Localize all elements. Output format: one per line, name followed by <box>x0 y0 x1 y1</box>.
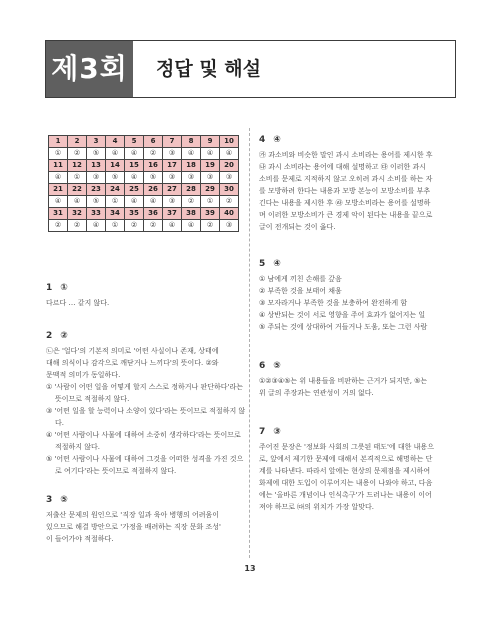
answer-cell: ① <box>49 148 68 160</box>
question-number-cell: 34 <box>106 208 125 220</box>
question-answer: ④ <box>273 259 281 269</box>
question-number-cell: 23 <box>87 184 106 196</box>
answer-cell: ⑤ <box>87 148 106 160</box>
answer-cell: ② <box>182 196 201 208</box>
question-2 <box>46 330 246 477</box>
question-answer: ⑤ <box>273 361 281 371</box>
explanation-line: 글이 전개되는 것이 옳다. <box>259 223 336 231</box>
choice-note: ③ '어떤 일을 할 능력이나 소양이 있다'라는 뜻이므로 적절하지 않다. <box>46 407 246 427</box>
answer-cell: ③ <box>163 148 182 160</box>
question-number: 4 <box>259 135 266 145</box>
question-answer: ③ <box>273 427 281 437</box>
answer-cell: ③ <box>220 220 239 232</box>
answer-cell: ③ <box>201 172 220 184</box>
answer-cell: ④ <box>220 148 239 160</box>
explanation-line: 문맥적 의미가 동일하다. <box>46 371 121 379</box>
answer-cell: ④ <box>68 196 87 208</box>
choice-note: ① 남에게 끼친 손해를 갚음 <box>259 275 342 283</box>
question-number-cell: 8 <box>182 136 201 148</box>
answer-cell: ⑤ <box>87 196 106 208</box>
choice-note: ③ 모자라거나 부족한 것을 보충하여 완전하게 함 <box>259 299 408 307</box>
question-number-cell: 5 <box>125 136 144 148</box>
answer-table <box>48 135 239 232</box>
page-number: 13 <box>244 564 256 573</box>
question-number-cell: 26 <box>144 184 163 196</box>
answer-number-row <box>49 160 239 172</box>
explanation-line: 위 글의 주장과는 연관성이 거의 없다. <box>259 389 374 397</box>
question-number-cell: 6 <box>144 136 163 148</box>
section-header <box>45 40 456 98</box>
explanation-line: 다르다 … 같지 않다. <box>46 299 110 307</box>
answer-cell: ④ <box>106 148 125 160</box>
question-number: 2 <box>46 331 53 341</box>
answer-cell: ③ <box>163 172 182 184</box>
question-number-cell: 18 <box>182 160 201 172</box>
question-number-cell: 25 <box>125 184 144 196</box>
answer-cell: ③ <box>163 196 182 208</box>
question-7 <box>259 426 459 513</box>
explanation-line: 에는 '올바른 개념이나 인식촉구'가 드러나는 내용이 이어 <box>259 491 432 499</box>
choice-note: ⑤ '어떤 사람이나 사물에 대하여 그것을 어떠한 성격을 가진 것으로 여기다'라는 뜻이므로 적절하지 않다. <box>46 455 244 475</box>
question-number-cell: 11 <box>49 160 68 172</box>
answer-value-row <box>49 196 239 208</box>
answer-cell: ④ <box>49 172 68 184</box>
explanation-line: 긴다는 내용을 제시한 후 ㉱ 모방소비라는 용어를 설명하 <box>259 199 431 207</box>
answer-cell: ① <box>201 196 220 208</box>
question-number-cell: 38 <box>182 208 201 220</box>
question-1 <box>46 282 241 309</box>
explanation-line: 화제에 대한 도입이 이루어지는 내용이 나와야 하고, 다음 <box>259 479 433 487</box>
answer-cell: ② <box>201 220 220 232</box>
choice-note: ④ 상반되는 것이 서로 영향을 주어 효과가 없어지는 일 <box>259 311 426 319</box>
answer-value-row <box>49 148 239 160</box>
answer-cell: ① <box>106 220 125 232</box>
question-number-cell: 21 <box>49 184 68 196</box>
answer-cell: ② <box>68 220 87 232</box>
explanation-line: 계를 나타낸다. 따라서 앞에는 현상의 문제점을 제시하여 <box>259 467 431 475</box>
answer-cell: ② <box>49 220 68 232</box>
explanation-line: 이 들어가야 적절하다. <box>46 535 114 543</box>
question-number-cell: 4 <box>106 136 125 148</box>
answer-cell: ④ <box>144 196 163 208</box>
question-number-cell: 36 <box>144 208 163 220</box>
answer-number-row <box>49 136 239 148</box>
explanation-line: 져야 하므로 ㈐의 위치가 가장 알맞다. <box>259 503 375 511</box>
question-number-cell: 15 <box>125 160 144 172</box>
answer-cell: ① <box>68 172 87 184</box>
question-number-cell: 28 <box>182 184 201 196</box>
answer-cell: ③ <box>87 172 106 184</box>
question-number: 1 <box>46 283 53 293</box>
explanation-line: 저출산 문제의 원인으로 '직장 일과 육아 병행의 어려움이 <box>46 511 220 519</box>
answer-cell: ⑤ <box>144 172 163 184</box>
explanation-line: 며 이러한 모방소비가 큰 경제 악이 된다는 내용을 끝으로 <box>259 211 433 219</box>
question-number-cell: 10 <box>220 136 239 148</box>
explanation-line: 로, 앞에서 제기한 문제에 대해서 본격적으로 해명하는 단 <box>259 455 433 463</box>
question-number-cell: 20 <box>220 160 239 172</box>
question-number: 5 <box>259 259 266 269</box>
answer-number-row <box>49 208 239 220</box>
question-number-cell: 32 <box>68 208 87 220</box>
question-number: 7 <box>259 427 266 437</box>
answer-number-row <box>49 184 239 196</box>
question-number-cell: 1 <box>49 136 68 148</box>
answer-cell: ④ <box>201 148 220 160</box>
explanation-line: 있으므로 해결 방안으로 '가정을 배려하는 직장 문화 조성' <box>46 523 221 531</box>
question-number-cell: 29 <box>201 184 220 196</box>
question-4 <box>259 134 459 233</box>
answer-cell: ④ <box>125 148 144 160</box>
page-title: 정답 및 해설 <box>156 58 261 80</box>
question-number-cell: 16 <box>144 160 163 172</box>
question-number-cell: 30 <box>220 184 239 196</box>
question-number-cell: 7 <box>163 136 182 148</box>
answer-cell: ④ <box>125 172 144 184</box>
explanation-line: 소비를 문제로 지적하지 않고 오히려 과시 소비를 하는 자 <box>259 175 433 183</box>
answer-cell: ④ <box>87 220 106 232</box>
question-number-cell: 19 <box>201 160 220 172</box>
answer-value-row <box>49 172 239 184</box>
question-number-cell: 3 <box>87 136 106 148</box>
answer-cell: ④ <box>163 220 182 232</box>
answer-cell: ④ <box>182 220 201 232</box>
answer-cell: ④ <box>125 196 144 208</box>
question-6 <box>259 360 459 399</box>
answer-cell: ② <box>125 220 144 232</box>
question-number-cell: 22 <box>68 184 87 196</box>
explanation-line: 주어진 문장은 '정보화 사회의 그릇된 태도'에 대한 내용으 <box>259 443 434 451</box>
answer-cell: ④ <box>182 148 201 160</box>
question-number-cell: 35 <box>125 208 144 220</box>
round-tag: 제3회 <box>46 41 133 97</box>
question-5 <box>259 258 459 333</box>
choice-note: ① '사람이 어떤 일을 어떻게 할지 스스로 정하거나 판단하다'라는 뜻이므로 적절하지 않다. <box>46 383 243 403</box>
question-answer: ⑤ <box>60 495 68 505</box>
answer-cell: ② <box>144 148 163 160</box>
question-number-cell: 9 <box>201 136 220 148</box>
question-number-cell: 17 <box>163 160 182 172</box>
choice-note: ⑤ 주되는 것에 상대하여 거들거나 도움, 또는 그런 사람 <box>259 323 428 331</box>
question-number-cell: 31 <box>49 208 68 220</box>
question-number-cell: 33 <box>87 208 106 220</box>
question-answer: ④ <box>273 135 281 145</box>
question-number: 6 <box>259 361 266 371</box>
answer-cell: ⑤ <box>106 172 125 184</box>
question-number-cell: 2 <box>68 136 87 148</box>
explanation-line: 대해 의식이나 감각으로 깨닫거나 느끼다'의 뜻이다. ②와 <box>46 359 219 367</box>
choice-note: ④ '어떤 사람이나 사물에 대하여 소중히 생각하다'라는 뜻이므로 적절하지 않다. <box>46 431 241 451</box>
answer-cell: ① <box>106 196 125 208</box>
question-number-cell: 14 <box>106 160 125 172</box>
question-number-cell: 13 <box>87 160 106 172</box>
explanation-line: ㉯ 과시 소비라는 용어에 대해 설명하고 ㉰ 이러한 과시 <box>259 163 427 171</box>
answer-cell: ③ <box>182 172 201 184</box>
question-answer: ② <box>60 331 68 341</box>
explanation-line: ㉡은 '얼다'의 기본적 의미로 '어떤 사실이나 존재, 상태에 <box>46 347 219 355</box>
question-number: 3 <box>46 495 53 505</box>
question-number-cell: 37 <box>163 208 182 220</box>
explanation-line: ①②③④⑤는 위 내용들을 비판하는 근거가 되지만, ⑤는 <box>259 377 428 385</box>
answer-cell: ④ <box>49 196 68 208</box>
question-number-cell: 40 <box>220 208 239 220</box>
question-number-cell: 39 <box>201 208 220 220</box>
choice-note: ② 부족한 것을 보태어 채움 <box>259 287 342 295</box>
question-number-cell: 12 <box>68 160 87 172</box>
answer-cell: ② <box>68 148 87 160</box>
explanation-line: ㉮ 과소비와 비슷한 말인 과시 소비라는 용어를 제시한 후 <box>259 151 433 159</box>
answer-cell: ③ <box>220 172 239 184</box>
question-answer: ① <box>60 283 68 293</box>
question-number-cell: 24 <box>106 184 125 196</box>
answer-value-row <box>49 220 239 232</box>
answer-cell: ② <box>220 196 239 208</box>
explanation-line: 를 모방하려 한다는 내용과 모방 본능이 모방소비를 부추 <box>259 187 431 195</box>
column-divider <box>249 128 250 558</box>
answer-cell: ② <box>144 220 163 232</box>
question-number-cell: 27 <box>163 184 182 196</box>
question-3 <box>46 494 246 545</box>
